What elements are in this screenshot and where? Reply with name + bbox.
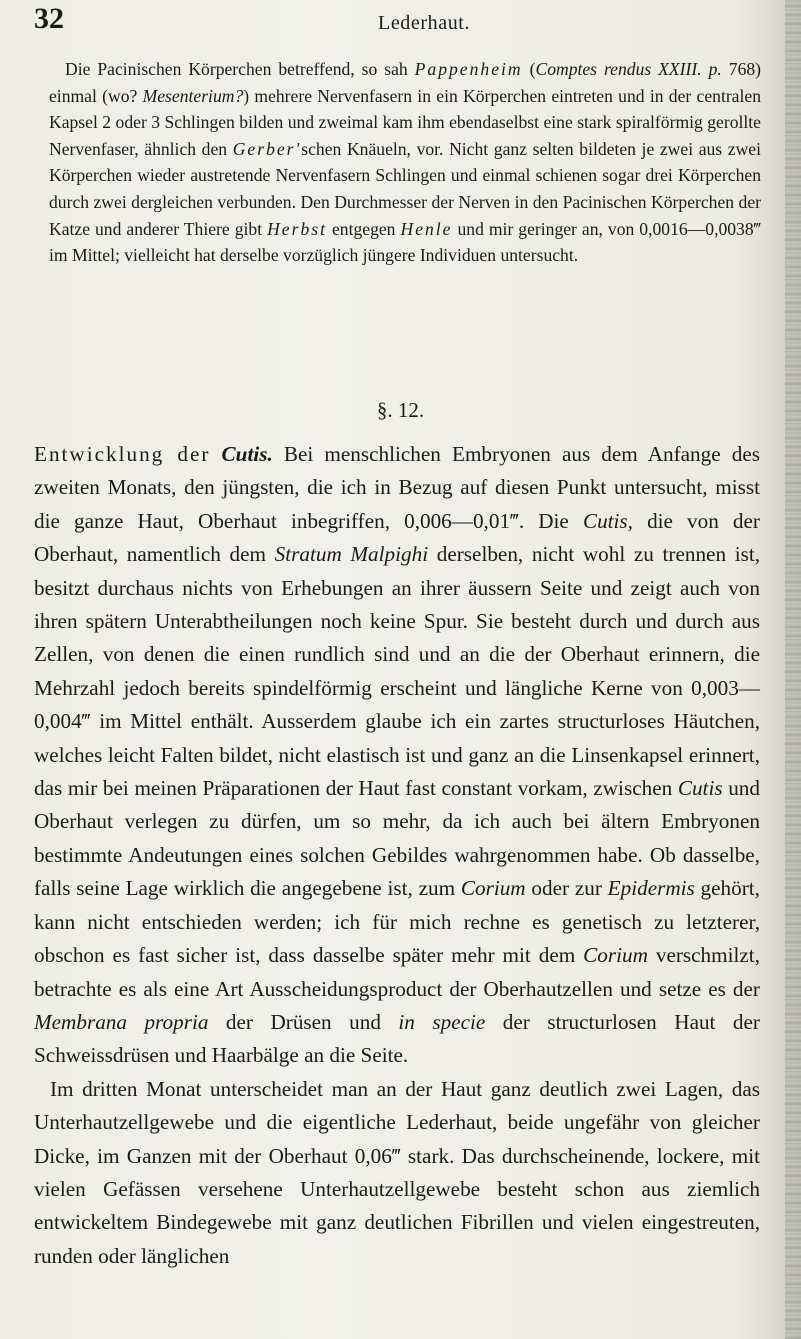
author-name: Henle <box>400 218 453 239</box>
text-run: die von der Oberhaut, namentlich dem <box>34 508 760 567</box>
text-run: entgegen <box>326 218 401 239</box>
text-run: Bei menschlichen Embryonen aus dem Anfange des zweiten Monats, den jüngsten, die ich in Bezug auf diesen Punkt untersucht, misst die ganze Haut, Oberhaut inbegriffen, 0,006—0,01‴. Die <box>34 442 760 533</box>
latin-term: Stratum Malpighi <box>274 542 429 567</box>
text-run: gehört, kann nicht entschieden werden; ich für mich rechne es genetisch zu letzterer, obschon es fast sicher ist, dass dasselbe später mehr mit dem <box>34 876 760 968</box>
running-head: Lederhaut. <box>378 12 471 34</box>
paragraph-third-month: Im dritten Monat unterscheidet man an der Haut ganz deutlich zwei Lagen, das Unterhautzellgewebe und die eigentliche Lederhaut, beide ungefähr von gleicher Dicke, im Ganzen mit der Oberhaut 0,06‴ stark. Das durchscheinende, lockere, mit vielen Gefässen versehene Unterhautzellgewebe besteht schon aus ziemlich entwickeltem Bindegewebe mit ganz deutlichen Fibrillen und vielen eingestreuten, runden oder länglichen <box>34 1076 760 1268</box>
small-paragraph-text <box>49 56 761 269</box>
section-heading: §. 12. <box>376 398 425 422</box>
text-run: ( <box>522 59 536 79</box>
author-name: Gerber' <box>232 138 302 159</box>
text-run: und mir geringer an, von 0,0016—0,0038‴ im Mittel; vielleicht hat derselbe vorzüglich jüngere Individuen untersucht. <box>49 218 761 266</box>
page-edge-shadow <box>785 0 801 1339</box>
text-run: ) mehrere Nervenfasern in ein Körperchen eintreten und in der centralen Kapsel 2 oder 3 Schlingen bilden und zweimal kam ihm ebendaselbst eine stark spiralförmig gerollte Nervenfaser, ähnlich den <box>49 85 761 159</box>
latin-term: Corium <box>460 876 526 901</box>
author-name: Pappenheim <box>414 59 523 79</box>
page-number: 32 <box>34 2 64 35</box>
main-body <box>34 438 760 1273</box>
latin-term-bold: Cutis. <box>221 442 273 466</box>
latin-term: Epidermis <box>607 876 695 901</box>
text-run: und Oberhaut verlegen zu dürfen, um so mehr, da ich auch bei ältern Embryonen bestimmte Andeutungen eines solchen Gebildes wahrgenommen habe. Ob dasselbe, falls seine Lage wirklich die angegebene ist, zum <box>34 776 760 901</box>
text-run: 768) einmal (wo? <box>49 59 762 106</box>
latin-term: Cutis, <box>582 508 633 533</box>
latin-term: Mesenterium? <box>142 85 244 106</box>
text-run: der structurlosen Haut der Schweissdrüsen und Haarbälge an die Seite. <box>34 1009 760 1068</box>
author-name: Herbst <box>267 218 327 239</box>
text-run: der Drüsen und <box>208 1009 399 1034</box>
citation: Comptes rendus XXIII. p. <box>535 59 722 79</box>
footnote-paragraph <box>49 56 761 269</box>
text-run: derselben, nicht wohl zu trennen ist, besitzt durchaus nichts von Erhebungen an ihrer äussern Seite und zeigt auch von ihren spätern Unterabtheilungen noch keine Spur. Sie besteht durch und durch aus Zellen, von denen die einen rundlich sind und an die der Oberhaut erinnern, die Mehrzahl jedoch bereits spindelförmig erscheint und längliche Kerne von 0,003—0,004‴ im Mittel enthält. Ausserdem glaube ich ein zartes structurloses Häutchen, welches leicht Falten bildet, nicht elastisch ist und ganz an die Linsenkapsel erinnert, das mir bei meinen Präparationen der Haut fast constant vorkam, zwischen <box>34 542 761 801</box>
latin-term: Corium <box>583 943 648 968</box>
text-run: Die Pacinischen Körperchen betreffend, so sah <box>65 59 415 79</box>
latin-term: in specie <box>398 1009 486 1034</box>
text-run: verschmilzt, betrachte es als eine Art Ausscheidungsproduct der Oberhautzellen und setze es der <box>34 943 760 1001</box>
page-header <box>0 2 760 42</box>
text-run: oder zur <box>525 876 608 901</box>
latin-term: Membrana propria <box>34 1009 209 1034</box>
paragraph-lead: Entwicklung der <box>34 442 211 466</box>
paragraph-development-cutis <box>34 438 760 1073</box>
text-run: schen Knäueln, vor. Nicht ganz selten bildeten je zwei aus zwei Körperchen wieder austretende Nervenfasern Schlingen und einmal schienen sogar drei Körperchen durch zwei dergleichen verbunden. Den Durchmesser der Nerven in den Pacinischen Körperchen der Katze und anderer Thiere gibt <box>49 138 761 239</box>
latin-term: Cutis <box>677 776 723 801</box>
